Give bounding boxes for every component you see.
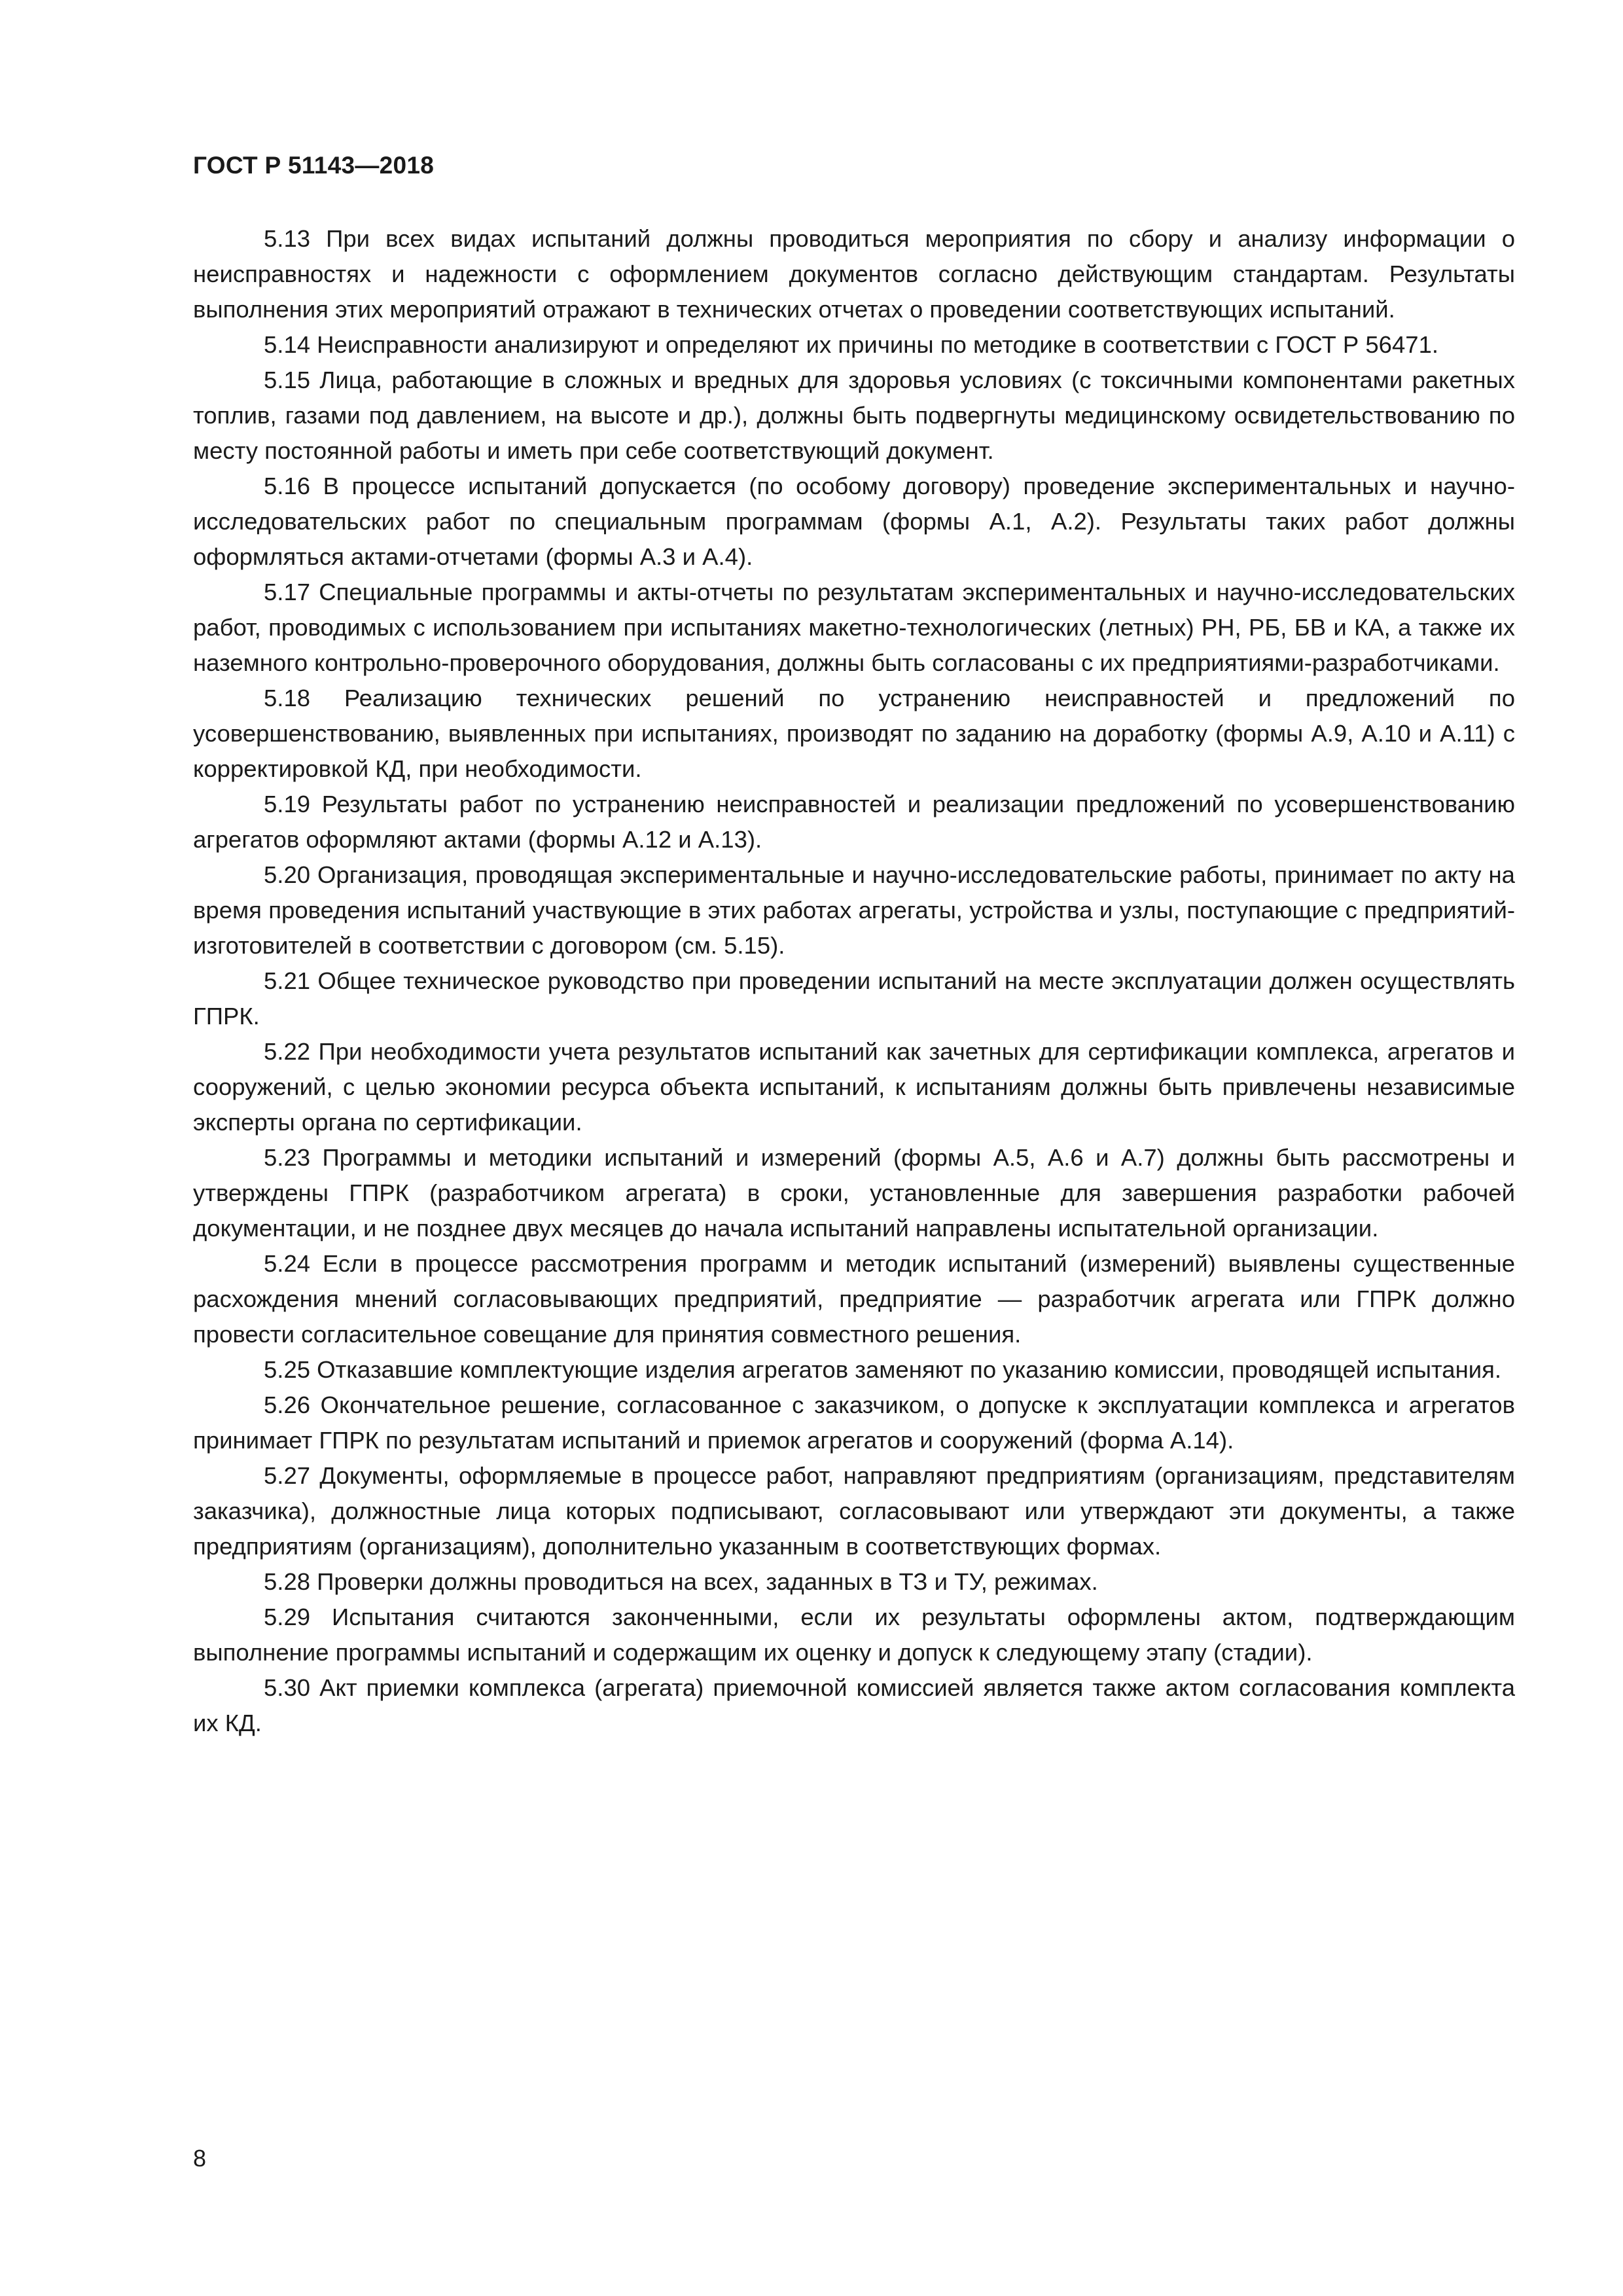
paragraph-5-27: 5.27 Документы, оформляемые в процессе работ, направляют предприятиям (организациям, представителям заказчика), должностные лица которых подписывают, согласовывают или утверждают эти документы, а также предприятиям (организациям), дополнительно указанным в соответствующих формах.	[193, 1462, 1515, 1560]
paragraph-5-28: 5.28 Проверки должны проводиться на всех, заданных в ТЗ и ТУ, режимах.	[264, 1568, 1098, 1595]
document-body	[193, 221, 1515, 1741]
document-code-header: ГОСТ Р 51143—2018	[193, 152, 435, 179]
page-number: 8	[193, 2145, 207, 2172]
paragraph-5-18: 5.18 Реализацию технических решений по устранению неисправностей и предложений по усовершенствованию, выявленных при испытаниях, производят по заданию на доработку (формы А.9, А.10 и А.11) с корректировкой КД, при необходимости.	[193, 685, 1515, 782]
paragraph-5-14: 5.14 Неисправности анализируют и определяют их причины по методике в соответствии с ГОСТ Р 56471.	[264, 331, 1439, 358]
paragraph-5-25: 5.25 Отказавшие комплектующие изделия агрегатов заменяют по указанию комиссии, проводящей испытания.	[264, 1356, 1502, 1383]
paragraph-5-16: 5.16 В процессе испытаний допускается (по особому договору) проведение экспериментальных и научно-исследовательских работ по специальным программам (формы А.1, А.2). Результаты таких работ должны оформляться актами-отчетами (формы А.3 и А.4).	[193, 473, 1515, 570]
paragraph-5-30: 5.30 Акт приемки комплекса (агрегата) приемочной комиссией является также актом согласования комплекта их КД.	[193, 1674, 1515, 1736]
paragraph-5-23: 5.23 Программы и методики испытаний и измерений (формы А.5, А.6 и А.7) должны быть рассмотрены и утверждены ГПРК (разработчиком агрегата) в сроки, установленные для завершения разработки рабочей документации, и не позднее двух месяцев до начала испытаний направлены испытательной организации.	[193, 1144, 1515, 1242]
paragraph-5-13: 5.13 При всех видах испытаний должны проводиться мероприятия по сбору и анализу информации о неисправностях и надежности с оформлением документов согласно действующим стандартам. Результаты выполнения этих мероприятий отражают в технических отчетах о проведении соответствующих испытаний.	[193, 225, 1515, 323]
paragraph-5-20: 5.20 Организация, проводящая экспериментальные и научно-исследовательские работы, принимает по акту на время проведения испытаний участвующие в этих работах агрегаты, устройства и узлы, поступающие с предприятий-изготовителей в соответствии с договором (см. 5.15).	[193, 861, 1515, 959]
paragraph-5-19: 5.19 Результаты работ по устранению неисправностей и реализации предложений по усовершенствованию агрегатов оформляют актами (формы А.12 и А.13).	[193, 791, 1515, 853]
paragraph-5-22: 5.22 При необходимости учета результатов испытаний как зачетных для сертификации комплекса, агрегатов и сооружений, с целью экономии ресурса объекта испытаний, к испытаниям должны быть привлечены независимые эксперты органа по сертификации.	[193, 1038, 1515, 1136]
paragraph-5-15: 5.15 Лица, работающие в сложных и вредных для здоровья условиях (с токсичными компонентами ракетных топлив, газами под давлением, на высоте и др.), должны быть подвергнуты медицинскому освидетельствованию по месту постоянной работы и иметь при себе соответствующий документ.	[193, 367, 1515, 464]
paragraph-5-24: 5.24 Если в процессе рассмотрения программ и методик испытаний (измерений) выявлены существенные расхождения мнений согласовывающих предприятий, предприятие — разработчик агрегата или ГПРК должно провести согласительное совещание для принятия совместного решения.	[193, 1250, 1515, 1348]
paragraph-5-21: 5.21 Общее техническое руководство при проведении испытаний на месте эксплуатации должен осуществлять ГПРК.	[193, 967, 1515, 1030]
paragraph-5-29: 5.29 Испытания считаются законченными, если их результаты оформлены актом, подтверждающим выполнение программы испытаний и содержащим их оценку и допуск к следующему этапу (стадии).	[193, 1604, 1515, 1666]
paragraph-5-26: 5.26 Окончательное решение, согласованное с заказчиком, о допуске к эксплуатации комплекса и агрегатов принимает ГПРК по результатам испытаний и приемок агрегатов и сооружений (форма А.14).	[193, 1391, 1515, 1454]
paragraph-5-17: 5.17 Специальные программы и акты-отчеты по результатам экспериментальных и научно-исследовательских работ, проводимых с использованием при испытаниях макетно-технологических (летных) РН, РБ, БВ и КА, а также их наземного контрольно-проверочного оборудования, должны быть согласованы с их предприятиями-разработчиками.	[193, 579, 1515, 676]
